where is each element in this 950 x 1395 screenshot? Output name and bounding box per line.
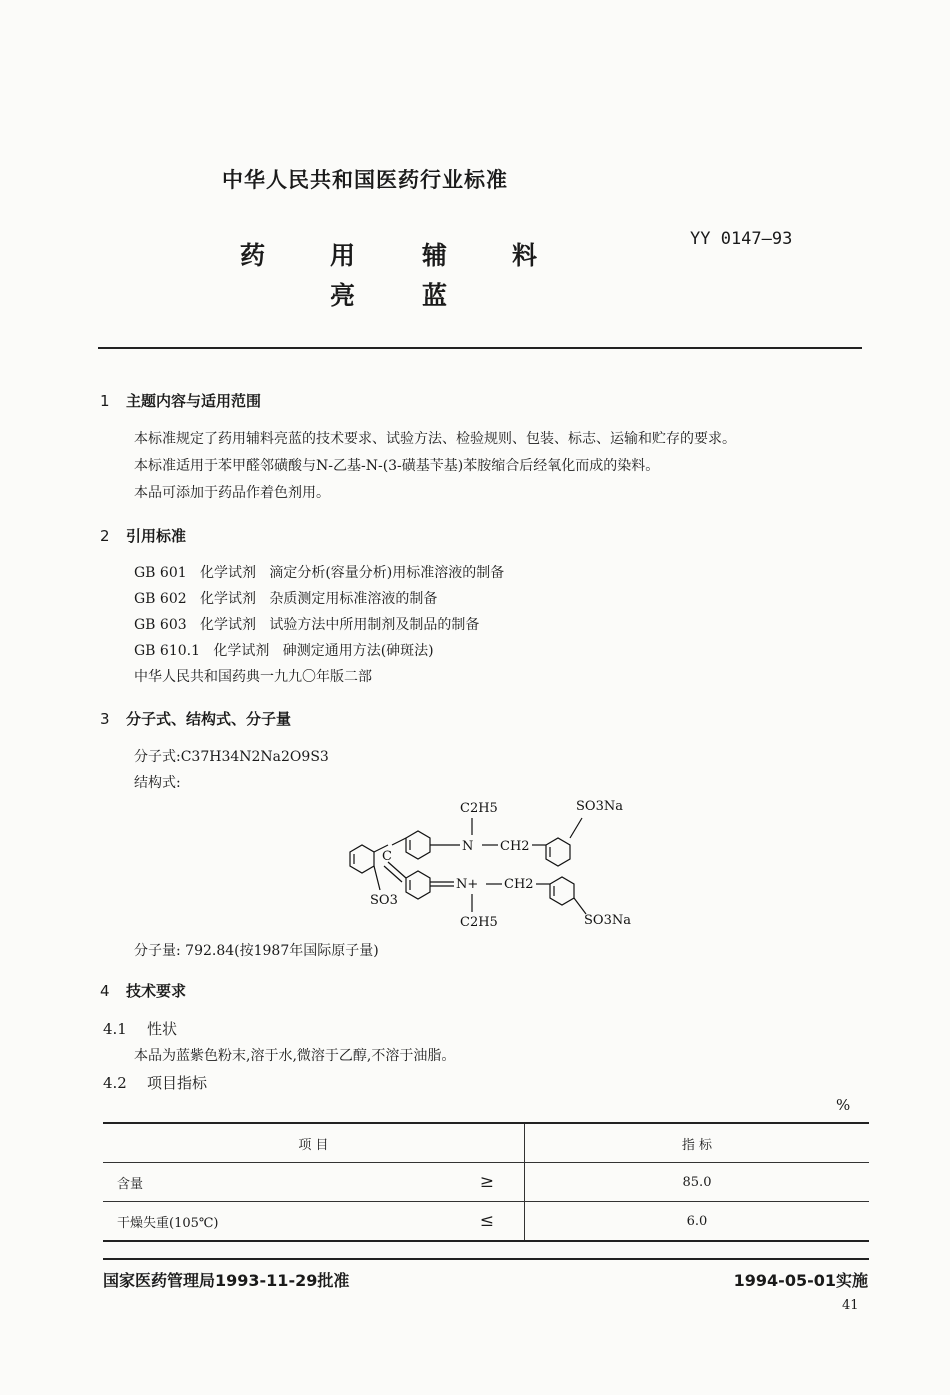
molecular-weight: 分子量: 792.84(按1987年国际原子量) (134, 943, 379, 959)
reference-item: 中华人民共和国药典一九九〇年版二部 (134, 669, 372, 685)
chem-label-ch2-bottom: CH2 (504, 877, 534, 892)
section-title: 分子式、结构式、分子量 (126, 710, 292, 728)
paragraph: 本标准适用于苯甲醛邻磺酸与N-乙基-N-(3-磺基苄基)苯胺缩合后经氧化而成的染料。 (134, 458, 660, 474)
subsection-4-2-heading (103, 1072, 207, 1093)
spec-table (103, 1122, 869, 1242)
formula-value: C37H34N2Na2O9S3 (180, 749, 329, 765)
chem-label-so3na-top: SO3Na (576, 799, 623, 814)
footer-rule (103, 1258, 869, 1260)
item-cell: 含量 (117, 1176, 144, 1192)
table-row (103, 1163, 869, 1202)
subsection-number: 4.1 (103, 1020, 127, 1038)
paragraph: 本标准规定了药用辅料亮蓝的技术要求、试验方法、检验规则、包装、标志、运输和贮存的要求。 (134, 431, 736, 447)
reference-item: GB 602 化学试剂 杂质测定用标准溶液的制备 (134, 591, 438, 607)
section-number: 4 (100, 982, 110, 1000)
chem-label-ch2-top: CH2 (500, 839, 530, 854)
page-number: 41 (842, 1298, 859, 1313)
section-number: 2 (100, 527, 110, 545)
table-row (103, 1202, 869, 1242)
reference-item: GB 603 化学试剂 试验方法中所用制剂及制品的制备 (134, 617, 480, 633)
chem-label-c: C (382, 849, 392, 864)
title-char-2: 用 (330, 241, 356, 270)
column-header-value: 指 标 (525, 1123, 870, 1163)
chem-label-so3: SO3 (370, 893, 398, 908)
section-number: 3 (100, 710, 110, 728)
reference-item: GB 601 化学试剂 滴定分析(容量分析)用标准溶液的制备 (134, 565, 505, 581)
effective-date: 1994-05-01实施 (733, 1271, 868, 1290)
approval-info: 国家医药管理局1993-11-29批准 (103, 1271, 350, 1290)
value-cell: 6.0 (525, 1202, 870, 1242)
section-title: 引用标准 (126, 527, 187, 545)
operator-cell: ≥ (453, 1163, 525, 1202)
section-4-heading (100, 980, 186, 1001)
molecular-formula (134, 746, 329, 766)
item-cell: 干燥失重(105℃) (103, 1202, 453, 1242)
standard-number: YY 0147—93 (690, 229, 793, 249)
table-header-row (103, 1123, 869, 1163)
chem-label-so3na-bottom: SO3Na (584, 913, 631, 928)
title-char-6: 蓝 (422, 281, 448, 310)
operator-cell: ≤ (453, 1202, 525, 1242)
subsection-title: 项目指标 (147, 1074, 208, 1092)
section-title: 主题内容与适用范围 (126, 392, 262, 410)
reference-item: GB 610.1 化学试剂 砷测定通用方法(砷斑法) (134, 643, 434, 659)
structural-formula (320, 790, 660, 940)
chem-label-n-plus: N+ (456, 877, 479, 892)
section-number: 1 (100, 392, 110, 410)
paragraph: 本品可添加于药品作着色剂用。 (134, 485, 330, 501)
section-1-heading (100, 390, 261, 411)
standard-category-title: 中华人民共和国医药行业标准 (222, 168, 508, 192)
subsection-4-1-heading (103, 1018, 177, 1039)
title-char-5: 亮 (330, 281, 356, 310)
value-cell: 85.0 (682, 1174, 712, 1190)
subsection-title: 性状 (147, 1020, 178, 1038)
section-title: 技术要求 (126, 982, 187, 1000)
section-2-heading (100, 525, 186, 546)
structure-label: 结构式: (134, 775, 181, 791)
property-description: 本品为蓝紫色粉末,溶于水,微溶于乙醇,不溶于油脂。 (134, 1048, 456, 1064)
section-3-heading (100, 708, 291, 729)
chem-label-c2h5-top: C2H5 (460, 801, 498, 816)
title-char-4: 料 (512, 241, 538, 270)
unit-label: % (836, 1096, 851, 1114)
subsection-number: 4.2 (103, 1074, 127, 1092)
title-char-3: 辅 (422, 241, 448, 270)
title-char-1: 药 (240, 241, 266, 270)
header-rule (98, 347, 862, 349)
column-header-item: 项 目 (103, 1123, 525, 1163)
formula-label: 分子式: (134, 749, 181, 765)
chem-label-n: N (462, 839, 474, 854)
chem-label-c2h5-bottom: C2H5 (460, 915, 498, 930)
